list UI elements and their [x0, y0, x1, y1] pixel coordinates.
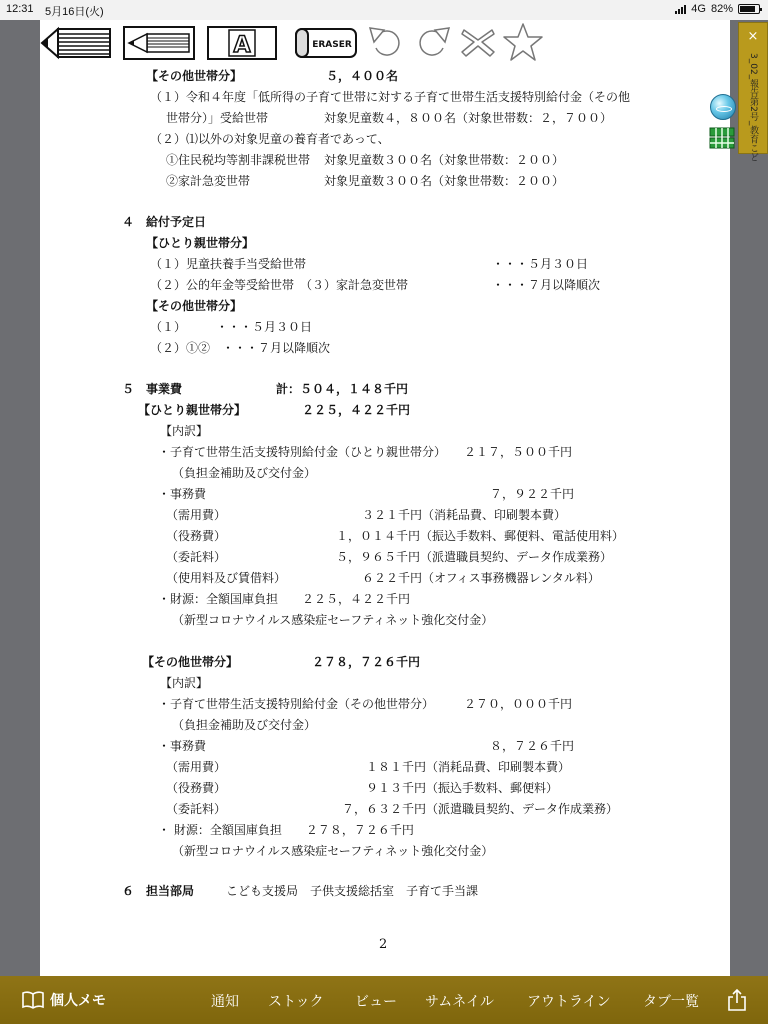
- side-panel-close-icon[interactable]: ×: [747, 29, 759, 44]
- doc-line: こども支援局 子供支援総括室 子育て手当課: [226, 884, 479, 898]
- section-total: ２２５，４２２千円: [302, 403, 411, 417]
- section-title: ６ 担当部局: [122, 884, 195, 898]
- doc-line: １８１千円（消耗品費、印刷製本費）: [366, 760, 571, 774]
- doc-line: ・事務費: [158, 739, 207, 753]
- doc-line: ①住民税均等割非課税世帯: [166, 153, 311, 167]
- status-bar: [0, 0, 768, 20]
- doc-line: ６２２千円（オフィス事務機器レンタル料）: [362, 571, 600, 585]
- doc-line: １，０１４千円（振込手数料、郵便料、電話使用料）: [336, 529, 625, 543]
- doc-line: ８，７２６千円: [490, 739, 575, 753]
- doc-line: ７，６３２千円（派遣職員契約、データ作成業務）: [342, 802, 619, 816]
- doc-line: ・・・７月以降順次: [492, 278, 601, 292]
- text-tool-label: A: [233, 33, 251, 58]
- section-title: ５ 事業費: [122, 382, 183, 396]
- signal-icon: [675, 5, 686, 14]
- doc-line: （１）令和４年度「低所得の子育て世帯に対する子育て世帯生活支援特別給付金（その他: [150, 90, 631, 104]
- personal-memo-label: 個人メモ: [50, 993, 106, 1009]
- doc-line: ２１７，５００千円: [464, 445, 573, 459]
- doc-line: ②家計急変世帯: [166, 174, 251, 188]
- nav-outline[interactable]: アウトライン: [527, 994, 611, 1010]
- doc-line: ３２１千円（消耗品費、印刷製本費）: [362, 508, 567, 522]
- nav-tab-list[interactable]: タブ一覧: [643, 994, 699, 1010]
- doc-line: 世帯分）」受給世帯: [166, 111, 269, 125]
- battery-icon: [738, 4, 760, 14]
- doc-line: （使用料及び賃借料）: [166, 571, 287, 585]
- personal-memo-button[interactable]: [22, 990, 106, 1010]
- share-icon[interactable]: [726, 988, 748, 1016]
- nav-notifications[interactable]: 通知: [211, 994, 239, 1010]
- doc-line: ５，９６５千円（派遣職員契約、データ作成業務）: [336, 550, 613, 564]
- section-heading: 【その他世帯分】: [146, 69, 243, 83]
- doc-line: 【内訳】: [160, 676, 209, 690]
- doc-line: （需用費）: [166, 508, 227, 522]
- doc-line: ・財源：全額国庫負担 ２２５，４２２千円: [158, 592, 411, 606]
- doc-line: ７，９２２千円: [490, 487, 575, 501]
- doc-line: （新型コロナウイルス感染症セーフティネット強化交付金）: [172, 613, 494, 627]
- doc-line: （役務費）: [166, 781, 227, 795]
- section-total: ５，４００名: [326, 69, 399, 83]
- bottom-toolbar: [0, 976, 768, 1024]
- section-heading: 【その他世帯分】: [142, 655, 239, 669]
- doc-line: ・ 財源：全額国庫負担 ２７８，７２６千円: [158, 823, 414, 837]
- doc-line: 【内訳】: [160, 424, 209, 438]
- page-number: 2: [379, 937, 388, 952]
- doc-line: ２７０，０００千円: [464, 697, 573, 711]
- section-total: 計：５０４，１４８千円: [276, 382, 409, 396]
- section-heading: 【ひとり親世帯分】: [138, 403, 247, 417]
- network-type: 4G: [691, 3, 706, 15]
- section-heading: 【ひとり親世帯分】: [146, 236, 255, 250]
- doc-line: 対象児童数３００名（対象世帯数：２００）: [324, 153, 565, 167]
- side-panel-title: 3_02_報告第2号_教育こど: [748, 53, 758, 162]
- book-icon: [22, 991, 44, 1009]
- doc-line: （需用費）: [166, 760, 227, 774]
- doc-line: （１）児童扶養手当受給世帯: [150, 257, 307, 271]
- doc-line: （役務費）: [166, 529, 227, 543]
- section-title: ４ 給付予定日: [122, 215, 207, 229]
- nav-stock[interactable]: ストック: [268, 994, 324, 1010]
- battery-percent: 82%: [710, 3, 733, 15]
- eraser-label: ERASER: [312, 40, 352, 50]
- doc-line: 対象児童数４，８００名（対象世帯数：２，７００）: [324, 111, 613, 125]
- status-time: 12:31: [6, 3, 34, 15]
- doc-line: ・・・５月３０日: [492, 257, 589, 271]
- doc-line: ・子育て世帯生活支援特別給付金（その他世帯分）: [158, 697, 435, 711]
- section-heading: 【その他世帯分】: [146, 299, 243, 313]
- status-date: 5月16日(火): [45, 6, 104, 18]
- doc-line: 対象児童数３００名（対象世帯数：２００）: [324, 174, 565, 188]
- doc-line: （２）①② ・・・７月以降順次: [150, 341, 331, 355]
- section-total: ２７８，７２６千円: [312, 655, 421, 669]
- doc-line: （１） ・・・５月３０日: [150, 320, 313, 334]
- doc-line: ９１３千円（振込手数料、郵便料）: [366, 781, 559, 795]
- doc-line: ・事務費: [158, 487, 207, 501]
- doc-line: （負担金補助及び交付金）: [172, 466, 317, 480]
- doc-line: （委託料）: [166, 802, 227, 816]
- nav-thumbnails[interactable]: サムネイル: [425, 994, 495, 1010]
- doc-line: （２）公的年金等受給世帯 （３）家計急変世帯: [150, 278, 409, 292]
- doc-line: （負担金補助及び交付金）: [172, 718, 317, 732]
- doc-line: （新型コロナウイルス感染症セーフティネット強化交付金）: [172, 844, 494, 858]
- nav-view[interactable]: ビュー: [355, 994, 397, 1010]
- doc-line: （２）⑴以外の対象児童の養育者であって、: [150, 132, 390, 146]
- doc-line: （委託料）: [166, 550, 227, 564]
- doc-line: ・子育て世帯生活支援特別給付金（ひとり親世帯分）: [158, 445, 447, 459]
